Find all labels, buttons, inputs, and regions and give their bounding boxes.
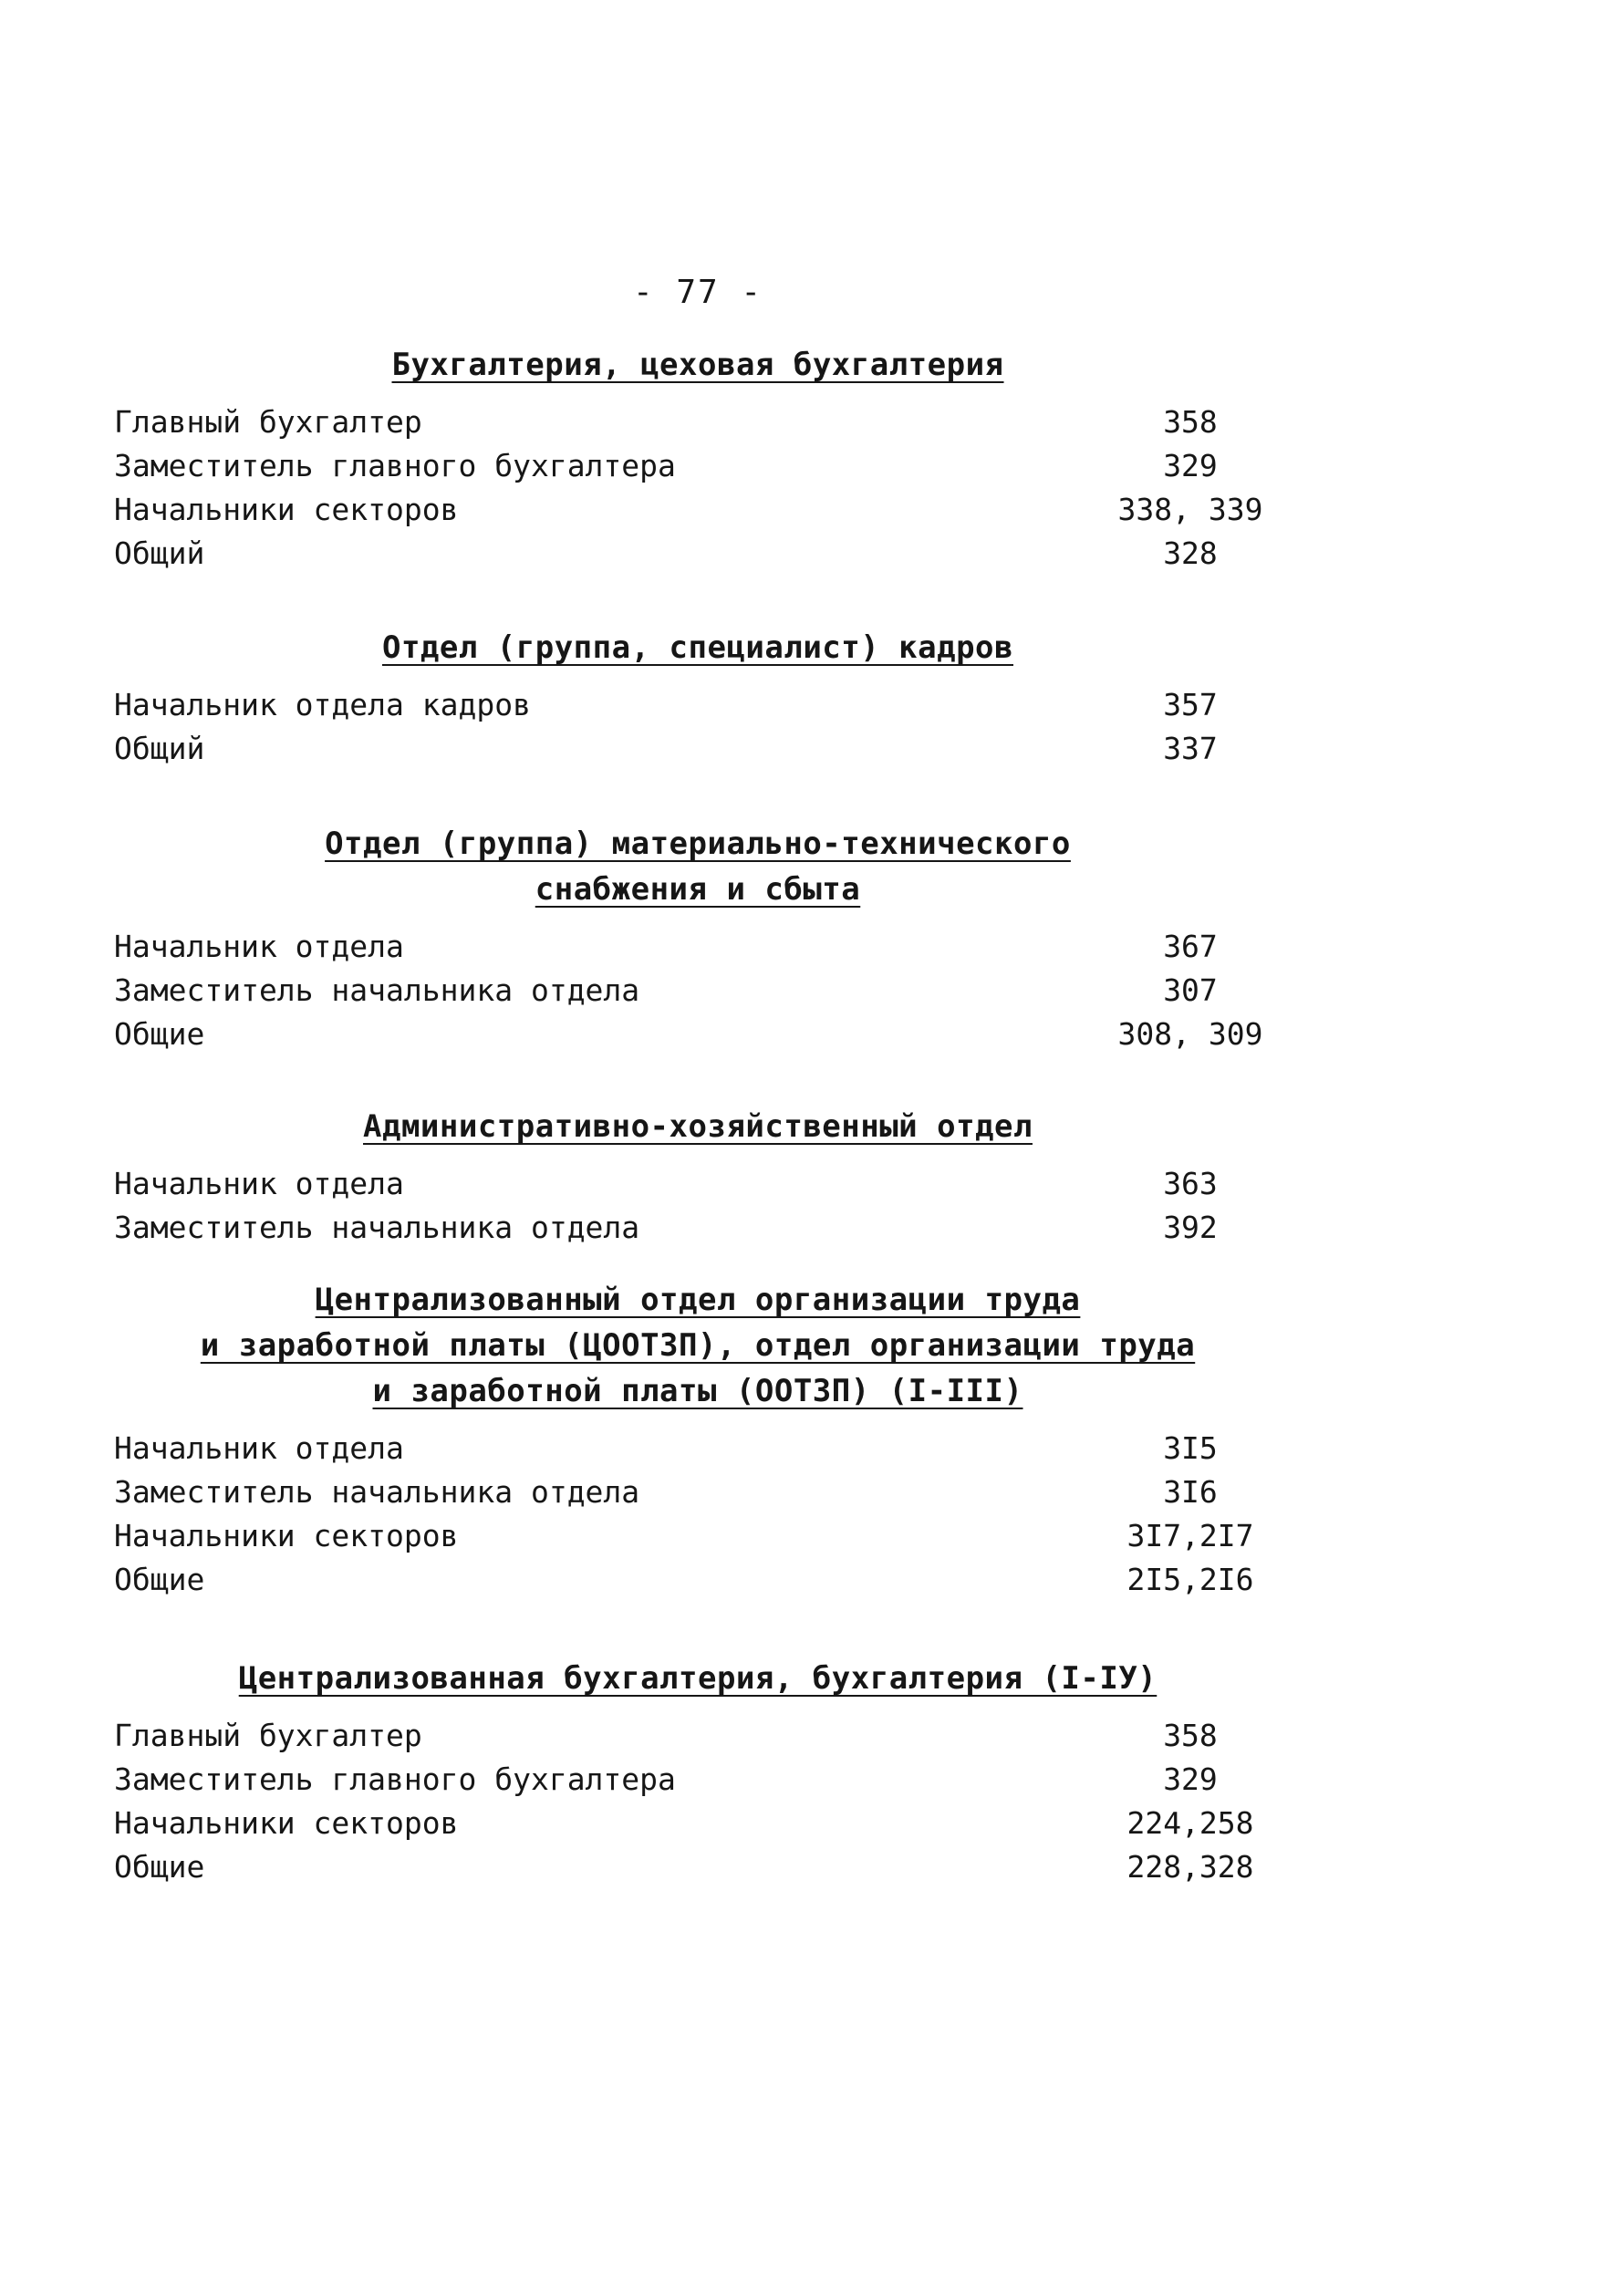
list-item [0, 1802, 1609, 1845]
extension-number: 363 [1163, 1166, 1218, 1201]
list-item [0, 400, 1609, 444]
section-title-line: и заработной платы (ООТЗП) (I-III) [372, 1373, 1023, 1409]
section-title-line: Централизованная бухгалтерия, бухгалтерия (I-IУ) [238, 1660, 1157, 1697]
extension-number: 367 [1163, 929, 1218, 964]
position-label: Начальники секторов [114, 492, 459, 527]
section-administrative [0, 1104, 1609, 1250]
list-item [0, 1206, 1609, 1250]
position-label: Заместитель начальника отдела [114, 972, 640, 1008]
contact-list [0, 1714, 1609, 1889]
extension-number: 307 [1163, 972, 1218, 1008]
list-item [0, 1714, 1609, 1758]
list-item [0, 1845, 1609, 1889]
position-label: Общие [114, 1849, 205, 1885]
section-title [0, 1656, 1396, 1701]
section-centralized-accounting [0, 1656, 1609, 1889]
position-label: Начальник отдела [114, 1430, 404, 1466]
contact-list [0, 683, 1609, 771]
section-title [0, 342, 1396, 388]
section-title [0, 1277, 1396, 1414]
position-label: Заместитель начальника отдела [114, 1474, 640, 1510]
section-title-line: Централизованный отдел организации труда [315, 1282, 1081, 1318]
section-title [0, 1104, 1396, 1149]
list-item [0, 488, 1609, 532]
position-label: Заместитель главного бухгалтера [114, 448, 676, 483]
extension-number: 329 [1163, 448, 1218, 483]
extension-number: 358 [1163, 404, 1218, 440]
extension-number: 358 [1163, 1718, 1218, 1753]
position-label: Начальники секторов [114, 1518, 459, 1553]
position-label: Начальник отдела кадров [114, 687, 531, 722]
list-item [0, 683, 1609, 727]
contact-list [0, 400, 1609, 576]
contact-list [0, 925, 1609, 1056]
section-title-line: Административно-хозяйственный отдел [363, 1108, 1033, 1145]
section-title-line: Отдел (группа) материально-технического [325, 826, 1071, 862]
extension-number: 3I5 [1163, 1430, 1218, 1466]
extension-number: 338, 339 [1117, 492, 1263, 527]
list-item [0, 1758, 1609, 1802]
list-item [0, 1470, 1609, 1514]
section-labor-organization [0, 1277, 1609, 1602]
section-supply [0, 821, 1609, 1056]
list-item [0, 1558, 1609, 1602]
position-label: Общий [114, 731, 205, 766]
list-item [0, 1427, 1609, 1470]
position-label: Начальник отдела [114, 929, 404, 964]
extension-number: 337 [1163, 731, 1218, 766]
section-title-line: снабжения и сбыта [535, 871, 861, 908]
section-title-line: Отдел (группа, специалист) кадров [381, 629, 1013, 666]
position-label: Заместитель главного бухгалтера [114, 1761, 676, 1797]
page-number: - 77 - [632, 274, 763, 311]
section-title [0, 625, 1396, 670]
extension-number: 328 [1163, 535, 1218, 571]
position-label: Заместитель начальника отдела [114, 1210, 640, 1245]
position-label: Начальник отдела [114, 1166, 404, 1201]
extension-number: 3I6 [1163, 1474, 1218, 1510]
list-item [0, 1514, 1609, 1558]
extension-number: 3I7,2I7 [1126, 1518, 1254, 1553]
list-item [0, 969, 1609, 1013]
position-label: Общие [114, 1016, 205, 1052]
extension-number: 392 [1163, 1210, 1218, 1245]
list-item [0, 444, 1609, 488]
position-label: Общие [114, 1562, 205, 1597]
list-item [0, 1162, 1609, 1206]
extension-number: 224,258 [1126, 1805, 1254, 1841]
position-label: Главный бухгалтер [114, 404, 422, 440]
section-accounting [0, 342, 1609, 576]
extension-number: 228,328 [1126, 1849, 1254, 1885]
list-item [0, 727, 1609, 771]
list-item [0, 925, 1609, 969]
contact-list [0, 1427, 1609, 1602]
section-title-line: Бухгалтерия, цеховая бухгалтерия [391, 347, 1004, 383]
section-personnel [0, 625, 1609, 771]
position-label: Начальники секторов [114, 1805, 459, 1841]
position-label: Главный бухгалтер [114, 1718, 422, 1753]
extension-number: 329 [1163, 1761, 1218, 1797]
extension-number: 357 [1163, 687, 1218, 722]
list-item [0, 1013, 1609, 1056]
section-title-line: и заработной платы (ЦООТЗП), отдел организации труда [200, 1327, 1196, 1364]
contact-list [0, 1162, 1609, 1250]
section-title [0, 821, 1396, 912]
position-label: Общий [114, 535, 205, 571]
extension-number: 308, 309 [1117, 1016, 1263, 1052]
extension-number: 2I5,2I6 [1126, 1562, 1254, 1597]
list-item [0, 532, 1609, 576]
